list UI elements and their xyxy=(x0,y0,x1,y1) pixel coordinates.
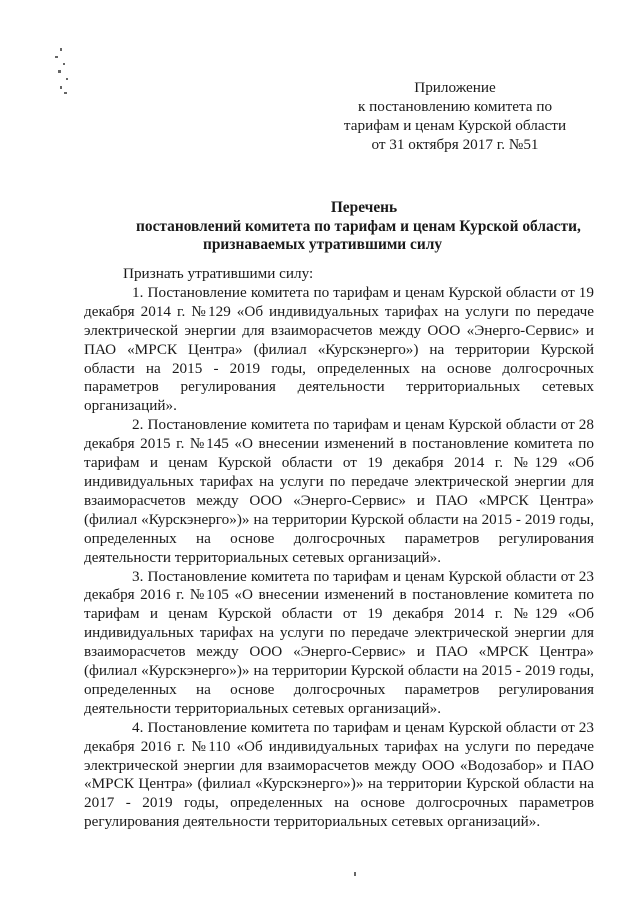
scan-artifact xyxy=(66,78,68,80)
appendix-line: к постановлению комитета по xyxy=(357,98,553,115)
list-item: 1. Постановление комитета по тарифам и ценам Курской области от 19 декабря 2014 г. №129 «Об индивидуальных тарифах на услуги по передаче электрической энергии для взаиморасчетов между ООО «Энерго-Сервис» и ПАО «МРСК Центра» (филиал «Курскэнерго») на территории Курской области на 2015 - 2019 годы, определенных на основе долгосрочных параметров регулирования деятельности территориальных сетевых организаций». xyxy=(84,283,594,415)
list-item: 3. Постановление комитета по тарифам и ценам Курской области от 23 декабря 2016 г. №105 «О внесении изменений в постановление комитета по тарифам и ценам Курской области от 19 декабря 2014 г. №129 «Об индивидуальных тарифах на услуги по передаче электрической энергии для взаиморасчетов между ООО «Энерго-Сервис» и ПАО «МРСК Центра» (филиал «Курскэнерго»)» на территории Курской области на 2015 - 2019 годы, определенных на основе долгосрочных параметров регулирования деятельности территориальных сетевых организаций». xyxy=(84,567,594,717)
appendix-line: тарифам и ценам Курской области xyxy=(343,117,567,134)
intro-text: Признать утратившими силу: xyxy=(123,265,314,282)
scan-artifact xyxy=(60,48,62,51)
scan-artifact xyxy=(63,63,65,65)
appendix-block xyxy=(330,78,580,154)
scan-artifact xyxy=(354,872,356,876)
appendix-line: Приложение xyxy=(414,79,496,96)
scan-artifact xyxy=(58,70,61,73)
scan-artifact xyxy=(64,92,67,94)
list-item: 2. Постановление комитета по тарифам и ценам Курской области от 28 декабря 2015 г. №145 «О внесении изменений в постановление комитета по тарифам и ценам Курской области от 19 декабря 2014 г. №129 «Об индивидуальных тарифах на услуги по передаче электрической энергии для взаиморасчетов между ООО «Энерго-Сервис» и ПАО «МРСК Центра» (филиал «Курскэнерго»)» на территории Курской области на 2015 - 2019 годы, определенных на основе долгосрочных параметров регулирования деятельности территориальных сетевых организаций». xyxy=(84,416,594,566)
appendix-line: от 31 октября 2017 г. №51 xyxy=(371,136,539,153)
title-line: Перечень xyxy=(330,199,398,216)
list-item: 4. Постановление комитета по тарифам и ценам Курской области от 23 декабря 2016 г. №110 «Об индивидуальных тарифах на услуги по передаче электрической энергии для взаиморасчетов между ООО «Водозабор» и ПАО «МРСК Центра» (филиал «Курскэнерго»)» на территории Курской области на 2017 - 2019 годы, определенных на основе долгосрочных параметров регулирования деятельности территориальных сетевых организаций». xyxy=(84,718,594,831)
scan-artifact xyxy=(55,56,58,58)
title-line: постановлений комитета по тарифам и ценам Курской области, xyxy=(136,217,581,235)
title-line: признаваемых утратившими силу xyxy=(203,236,443,253)
document-title xyxy=(100,199,610,255)
scan-artifact xyxy=(60,86,62,89)
document-body xyxy=(84,265,594,832)
